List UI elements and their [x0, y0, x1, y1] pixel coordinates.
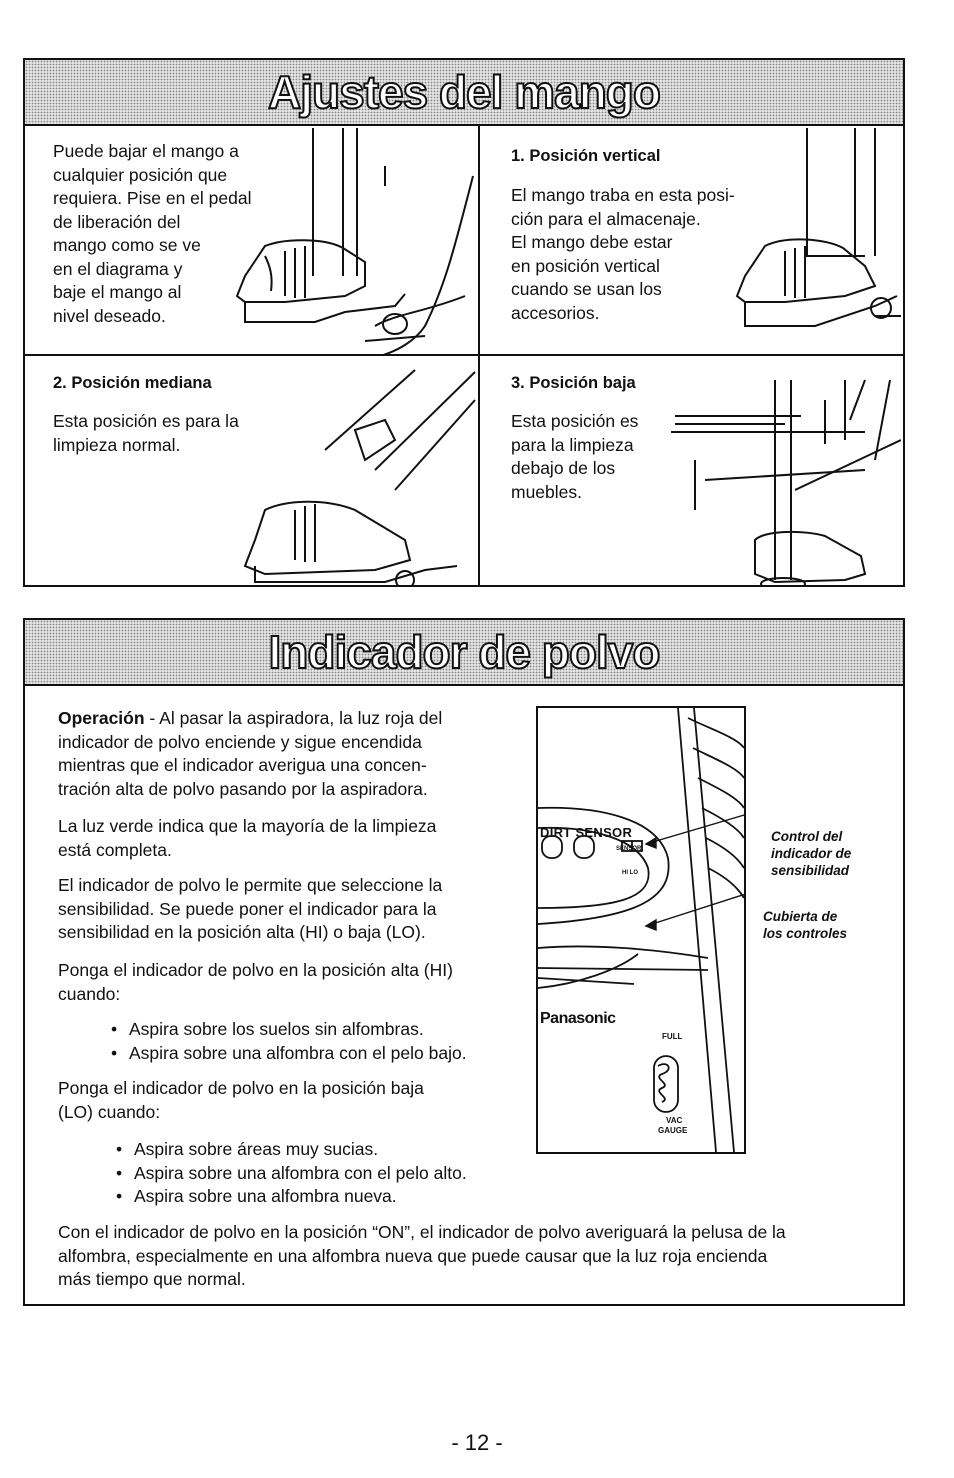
section-title: Ajustes del mango — [268, 66, 660, 118]
green-light-paragraph — [58, 815, 528, 862]
text-line: Ponga el indicador de polvo en la posición baja — [58, 1078, 424, 1098]
cubierta-controles-label — [763, 908, 847, 942]
text-line: Cubierta de — [763, 909, 838, 924]
text-span: - Al pasar la aspiradora, la luz roja del — [144, 708, 443, 728]
page-number: - 12 - — [451, 1430, 503, 1455]
text-line: alfombra, especialmente en una alfombra nueva que puede causar que la luz roja encienda — [58, 1245, 768, 1266]
section-indicador-de-polvo — [23, 618, 905, 1306]
text-line: debajo de los — [511, 458, 616, 478]
text-line: limpieza normal. — [53, 434, 181, 455]
section-title: Indicador de polvo — [268, 626, 660, 678]
sensor-label: SENSOR — [616, 846, 642, 852]
vacuum-baja-illustration — [665, 360, 901, 586]
text-line: La luz verde indica que la mayoría de la limpieza — [58, 816, 437, 836]
sensitivity-paragraph — [58, 874, 528, 945]
on-position-paragraph — [58, 1221, 898, 1292]
text-line: más tiempo que normal. — [58, 1269, 246, 1289]
control-sensibilidad-label — [771, 828, 851, 879]
text-line: Esta posición es — [511, 411, 639, 431]
text-line: sensibilidad — [771, 863, 850, 878]
dirt-sensor-diagram — [536, 706, 746, 1154]
list-item: • Aspira sobre una alfombra con el pelo bajo. — [111, 1042, 467, 1066]
text-line: El mango debe estar — [511, 232, 673, 252]
vacuum-handle-drawing — [538, 708, 744, 1152]
text-line: requiera. Pise en el pedal — [53, 188, 252, 208]
gauge-label: GAUGE — [658, 1126, 688, 1135]
text-line: mango como se ve — [53, 235, 201, 255]
vac-label: VAC — [666, 1116, 683, 1125]
section-ajustes-del-mango — [23, 58, 905, 587]
text-line: tración alta de polvo pasando por la aspiradora. — [58, 778, 428, 799]
text-line: de liberación del — [53, 211, 181, 232]
text-line: Control del — [771, 829, 843, 844]
lo-bullet-list — [116, 1138, 467, 1209]
text-line: El indicador de polvo le permite que seleccione la — [58, 875, 443, 895]
divider-horizontal — [25, 354, 903, 356]
text-line: (LO) cuando: — [58, 1101, 161, 1122]
operacion-paragraph — [58, 707, 528, 801]
dirt-sensor-label: DIRT SENSOR — [540, 825, 633, 840]
text-line: sensibilidad en la posición alta (HI) o baja (LO). — [58, 922, 426, 942]
text-line: Esta posición es para la — [53, 411, 239, 431]
text-line: El mango traba en esta posi- — [511, 185, 735, 205]
text-line: accesorios. — [511, 302, 600, 323]
text-line: baje el mango al — [53, 282, 182, 302]
vertical-heading: 1. Posición vertical — [511, 147, 661, 165]
text-line — [58, 707, 528, 731]
text-line: muebles. — [511, 481, 583, 502]
section-title-banner — [25, 620, 903, 686]
text-line: cuando se usan los — [511, 279, 662, 299]
vacuum-vertical-illustration — [725, 126, 901, 354]
text-line: mientras que el indicador averigua una concen- — [58, 755, 427, 775]
baja-heading: 3. Posición baja — [511, 374, 636, 392]
text-line: está completa. — [58, 839, 172, 860]
text-line: en el diagrama y — [53, 258, 183, 279]
text-line: Ponga el indicador de polvo en la posición alta (HI) — [58, 960, 453, 980]
list-item: • Aspira sobre una alfombra con el pelo alto. — [116, 1162, 467, 1186]
text-line: los controles — [763, 926, 848, 941]
text-line: cuando: — [58, 983, 121, 1004]
vacuum-mediana-illustration — [225, 360, 477, 586]
list-item: • Aspira sobre áreas muy sucias. — [116, 1138, 467, 1162]
list-item: • Aspira sobre los suelos sin alfombras. — [111, 1018, 467, 1042]
text-line: ción para el almacenaje. — [511, 208, 701, 229]
text-line: Con el indicador de polvo en la posición “ON”, el indicador de polvo averiguará la pelusa de la — [58, 1222, 786, 1242]
section-title-banner — [25, 60, 903, 126]
panasonic-logo: Panasonic — [540, 1010, 616, 1027]
lo-paragraph — [58, 1077, 528, 1124]
text-line: en posición vertical — [511, 255, 660, 276]
text-line: nivel deseado. — [53, 305, 166, 326]
vacuum-pedal-illustration — [225, 126, 477, 354]
full-label: FULL — [662, 1032, 683, 1041]
text-line: cualquier posición que — [53, 164, 228, 185]
text-line: Puede bajar el mango a — [53, 141, 239, 161]
hi-paragraph — [58, 959, 528, 1006]
list-item: • Aspira sobre una alfombra nueva. — [116, 1185, 467, 1209]
text-line: para la limpieza — [511, 434, 634, 455]
text-line: indicador de polvo enciende y sigue encendida — [58, 731, 422, 752]
mediana-heading: 2. Posición mediana — [53, 374, 212, 392]
hi-lo-label: HI LO — [622, 870, 638, 876]
text-line: sensibilidad. Se puede poner el indicador para la — [58, 898, 437, 919]
text-line: indicador de — [771, 846, 852, 861]
operacion-label: Operación — [58, 708, 145, 728]
hi-bullet-list — [111, 1018, 467, 1065]
